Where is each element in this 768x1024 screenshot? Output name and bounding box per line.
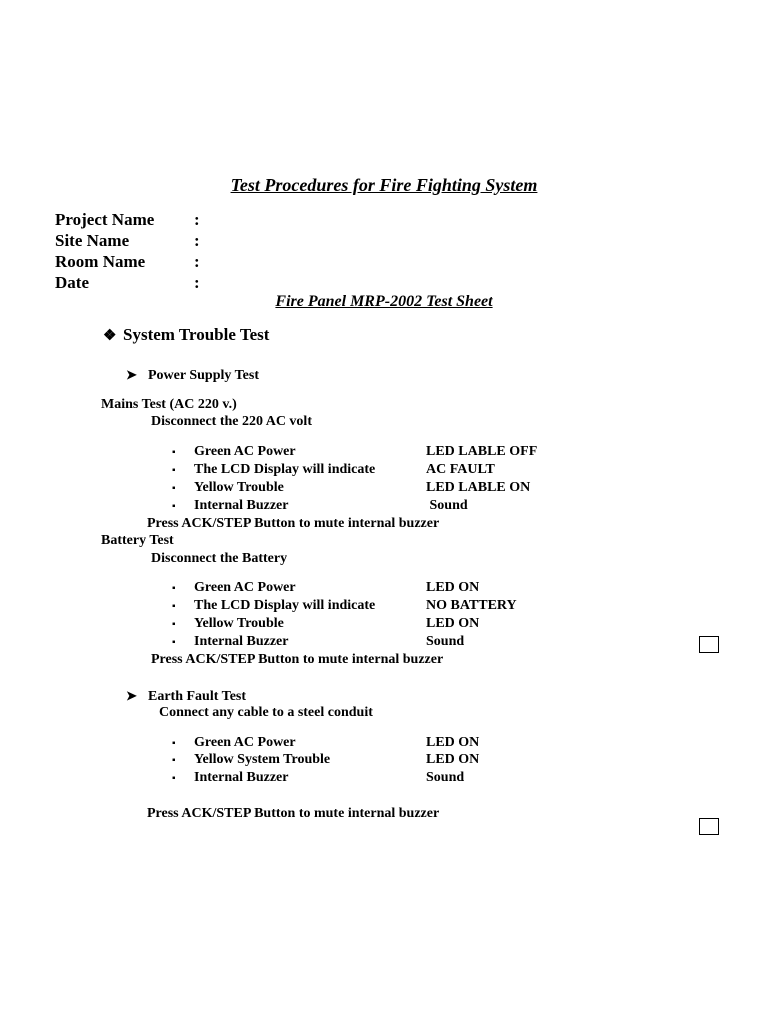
mains-press-instruction: Press ACK/STEP Button to mute internal buzzer bbox=[147, 516, 440, 531]
room-name-colon: : bbox=[194, 252, 200, 271]
mains-item-label: Green AC Power bbox=[194, 444, 296, 459]
earth-fault-item-label: Internal Buzzer bbox=[194, 770, 289, 785]
battery-item-value: LED ON bbox=[426, 580, 480, 595]
square-bullet-icon: ▪ bbox=[172, 601, 176, 612]
square-bullet-icon: ▪ bbox=[172, 619, 176, 630]
mains-item-value: LED LABLE OFF bbox=[426, 444, 538, 459]
earth-fault-heading-text: Earth Fault Test bbox=[148, 689, 247, 704]
square-bullet-icon: ▪ bbox=[172, 501, 176, 512]
project-name-label: Project Name bbox=[55, 210, 155, 229]
battery-item-label: The LCD Display will indicate bbox=[194, 598, 376, 613]
test-sheet-subtitle: Fire Panel MRP-2002 Test Sheet bbox=[275, 293, 493, 310]
mains-item-value: LED LABLE ON bbox=[426, 480, 531, 495]
battery-item-value: NO BATTERY bbox=[426, 598, 517, 613]
earth-fault-item-value: LED ON bbox=[426, 735, 480, 750]
room-name-label: Room Name bbox=[55, 252, 146, 271]
site-name-colon: : bbox=[194, 231, 200, 250]
square-bullet-icon: ▪ bbox=[172, 637, 176, 648]
battery-item-value: Sound bbox=[426, 634, 465, 649]
battery-item-label: Internal Buzzer bbox=[194, 634, 289, 649]
square-bullet-icon: ▪ bbox=[172, 465, 176, 476]
mains-item-value: AC FAULT bbox=[426, 462, 495, 477]
arrow-bullet-icon: ➤ bbox=[126, 367, 137, 382]
mains-item-value: Sound bbox=[426, 498, 468, 513]
earth-fault-item-label: Green AC Power bbox=[194, 735, 296, 750]
square-bullet-icon: ▪ bbox=[172, 755, 176, 766]
section-heading bbox=[103, 325, 269, 345]
earth-fault-item-label: Yellow System Trouble bbox=[194, 752, 331, 767]
battery-press-instruction: Press ACK/STEP Button to mute internal buzzer bbox=[151, 652, 444, 667]
date-colon: : bbox=[194, 273, 200, 292]
square-bullet-icon: ▪ bbox=[172, 583, 176, 594]
battery-item-value: LED ON bbox=[426, 616, 480, 631]
project-name-colon: : bbox=[194, 210, 200, 229]
battery-test-instruction: Disconnect the Battery bbox=[151, 551, 288, 566]
section-heading-text: System Trouble Test bbox=[123, 325, 270, 344]
mains-item-label: Yellow Trouble bbox=[194, 480, 284, 495]
battery-item-label: Green AC Power bbox=[194, 580, 296, 595]
battery-item-label: Yellow Trouble bbox=[194, 616, 284, 631]
mains-test-instruction: Disconnect the 220 AC volt bbox=[151, 414, 312, 429]
mains-test-title: Mains Test (AC 220 v.) bbox=[101, 397, 237, 412]
mains-item-label: Internal Buzzer bbox=[194, 498, 289, 513]
site-name-label: Site Name bbox=[55, 231, 130, 250]
square-bullet-icon: ▪ bbox=[172, 447, 176, 458]
date-label: Date bbox=[55, 273, 89, 292]
earth-fault-press-instruction: Press ACK/STEP Button to mute internal buzzer bbox=[147, 806, 440, 821]
square-bullet-icon: ▪ bbox=[172, 483, 176, 494]
mains-item-label: The LCD Display will indicate bbox=[194, 462, 376, 477]
power-supply-heading-text: Power Supply Test bbox=[148, 368, 259, 383]
square-bullet-icon: ▪ bbox=[172, 773, 176, 784]
earth-fault-heading bbox=[126, 688, 246, 705]
earth-fault-instruction: Connect any cable to a steel conduit bbox=[159, 705, 373, 720]
square-bullet-icon: ▪ bbox=[172, 738, 176, 749]
earth-fault-item-value: LED ON bbox=[426, 752, 480, 767]
earth-fault-checkbox[interactable] bbox=[699, 818, 719, 835]
power-supply-checkbox[interactable] bbox=[699, 636, 719, 653]
earth-fault-item-value: Sound bbox=[426, 770, 465, 785]
arrow-bullet-icon: ➤ bbox=[126, 688, 137, 703]
battery-test-title: Battery Test bbox=[101, 533, 174, 548]
diamond-bullet-icon: ❖ bbox=[103, 328, 117, 344]
power-supply-heading bbox=[126, 367, 259, 384]
document-title: Test Procedures for Fire Fighting System bbox=[230, 175, 538, 195]
